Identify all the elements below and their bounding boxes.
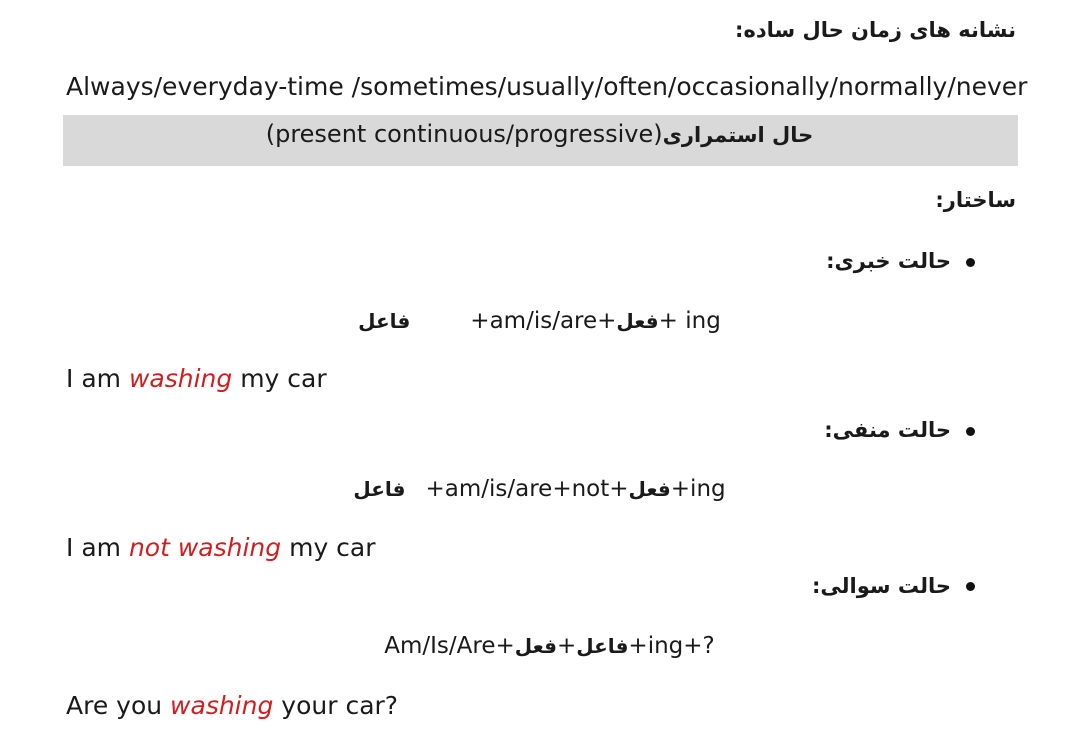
negative-formula (0, 476, 1079, 502)
affirmative-example (66, 364, 327, 393)
formula-subject: فاعل (353, 477, 406, 501)
negative-label: حالت منفی: (824, 418, 951, 442)
example-before: I am (66, 533, 129, 562)
formula-verb: فعل (628, 477, 671, 501)
formula-aux: +am/is/are+ (470, 308, 617, 334)
example-highlight: washing (170, 691, 274, 720)
bullet-icon (966, 258, 975, 267)
affirmative-formula (0, 308, 1079, 334)
example-before: I am (66, 364, 129, 393)
formula-verb: فعل (514, 634, 558, 658)
formula-aux: +am/is/are+not+ (425, 476, 629, 502)
time-markers: Always/everyday-time /sometimes/usually/often/occasionally/normally/never (66, 72, 1028, 101)
example-after: your car? (273, 691, 399, 720)
formula-prefix: Am/Is/Are+ (384, 633, 515, 659)
formula-sep: + (557, 633, 577, 659)
example-highlight: washing (128, 364, 233, 393)
formula-subject: فاعل (358, 309, 411, 333)
question-label: حالت سوالی: (812, 574, 951, 598)
formula-suffix: +ing (670, 476, 726, 502)
example-before: Are you (66, 691, 171, 720)
bullet-icon (966, 427, 975, 436)
structure-heading: ساختار: (935, 188, 1016, 212)
formula-suffix: +ing+? (628, 633, 715, 659)
formula-verb: فعل (616, 309, 659, 333)
question-example (66, 691, 398, 720)
simple-present-heading: نشانه های زمان حال ساده: (735, 18, 1016, 42)
question-formula (0, 633, 1079, 659)
section-title (0, 120, 1079, 148)
bullet-icon (966, 582, 975, 591)
example-highlight: not washing (128, 533, 282, 562)
section-title-fa: حال استمراری (662, 123, 814, 147)
example-after: my car (232, 364, 327, 393)
formula-suffix: + ing (658, 308, 721, 334)
negative-example (66, 533, 376, 562)
section-title-en: (present continuous/progressive) (265, 120, 663, 148)
formula-subject: فاعل (576, 634, 629, 658)
example-after: my car (281, 533, 376, 562)
affirmative-label: حالت خبری: (826, 249, 951, 273)
